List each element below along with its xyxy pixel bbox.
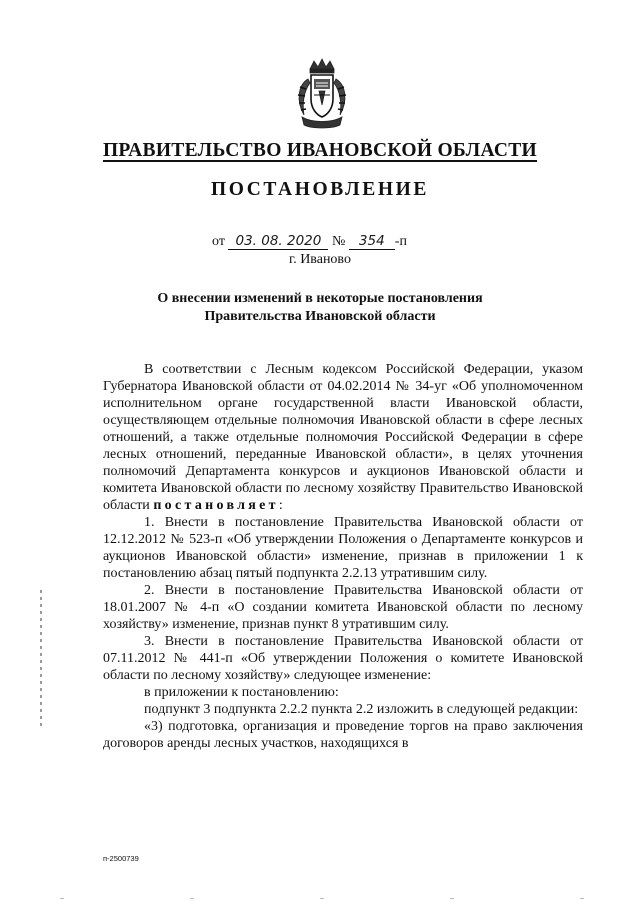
- document-number: 354: [349, 234, 395, 250]
- document-body: [103, 361, 583, 752]
- date-prefix: от: [212, 234, 225, 249]
- city-name: г. Иваново: [289, 252, 351, 267]
- preamble-paragraph: [103, 361, 583, 514]
- scan-bottom-marks: [0, 898, 640, 899]
- document-date-number-line: [212, 234, 407, 250]
- organization-title: ПРАВИТЕЛЬСТВО ИВАНОВСКОЙ ОБЛАСТИ: [102, 140, 538, 161]
- list-item: «3) подготовка, организация и проведение торгов на право заключения договоров аренды лесных участков, находящихся в: [103, 719, 583, 751]
- document-date: 03. 08. 2020: [228, 234, 328, 250]
- list-item: 3. Внести в постановление Правительства Ивановской области от 07.11.2012 № 441-п «Об утверждении Положения о комитете Ивановской области по лесному хозяйству» следующее изменение:: [103, 634, 583, 683]
- coat-of-arms-icon: [292, 57, 352, 129]
- list-item: 1. Внести в постановление Правительства Ивановской области от 12.12.2012 № 523-п «Об утверждении Положения о Департаменте конкурсов и аукционов Ивановской области» изменение, признав в приложении 1 к постановлению абзац пятый подпункта 2.2.13 утратившим силу.: [103, 515, 583, 581]
- number-suffix: -п: [394, 234, 407, 249]
- footer-document-code: п-2500739: [103, 854, 139, 863]
- list-item: 2. Внести в постановление Правительства Ивановской области от 18.01.2007 № 4-п «О создании комитета Ивановской области по лесному хозяйству» изменение, признав пункт 8 утратившим силу.: [103, 583, 583, 632]
- list-item: подпункт 3 подпункта 2.2.2 пункта 2.2 изложить в следующей редакции:: [144, 702, 579, 717]
- preamble-text: В соответствии с Лесным кодексом Российской Федерации, указом Губернатора Ивановской области от 04.02.2014 № 34-уг «Об уполномоченном исполнительном органе государственной власти Ивановской области, осуществляющем отдельные полномочия Ивановской области в сфере лесных отношений, а также отдельные полномочия Российской Федерации в сфере лесных отношений, переданные Ивановской области», в целях уточнения полномочий Департамента конкурсов и аукционов Ивановской области и комитета Ивановской области по лесному хозяйству Правительство Ивановской области: [103, 362, 583, 513]
- number-sign: №: [331, 234, 346, 249]
- list-item: в приложении к постановлению:: [144, 685, 339, 700]
- document-subject: [0, 290, 640, 326]
- scan-margin-marks: [40, 590, 42, 730]
- document-type-heading: ПОСТАНОВЛЕНИЕ: [210, 179, 430, 200]
- resolves-word: постановляет: [153, 498, 279, 513]
- subject-line-1: О внесении изменений в некоторые постановления: [157, 291, 483, 306]
- subject-line-2: Правительства Ивановской области: [204, 309, 436, 324]
- resolves-colon: :: [278, 498, 283, 513]
